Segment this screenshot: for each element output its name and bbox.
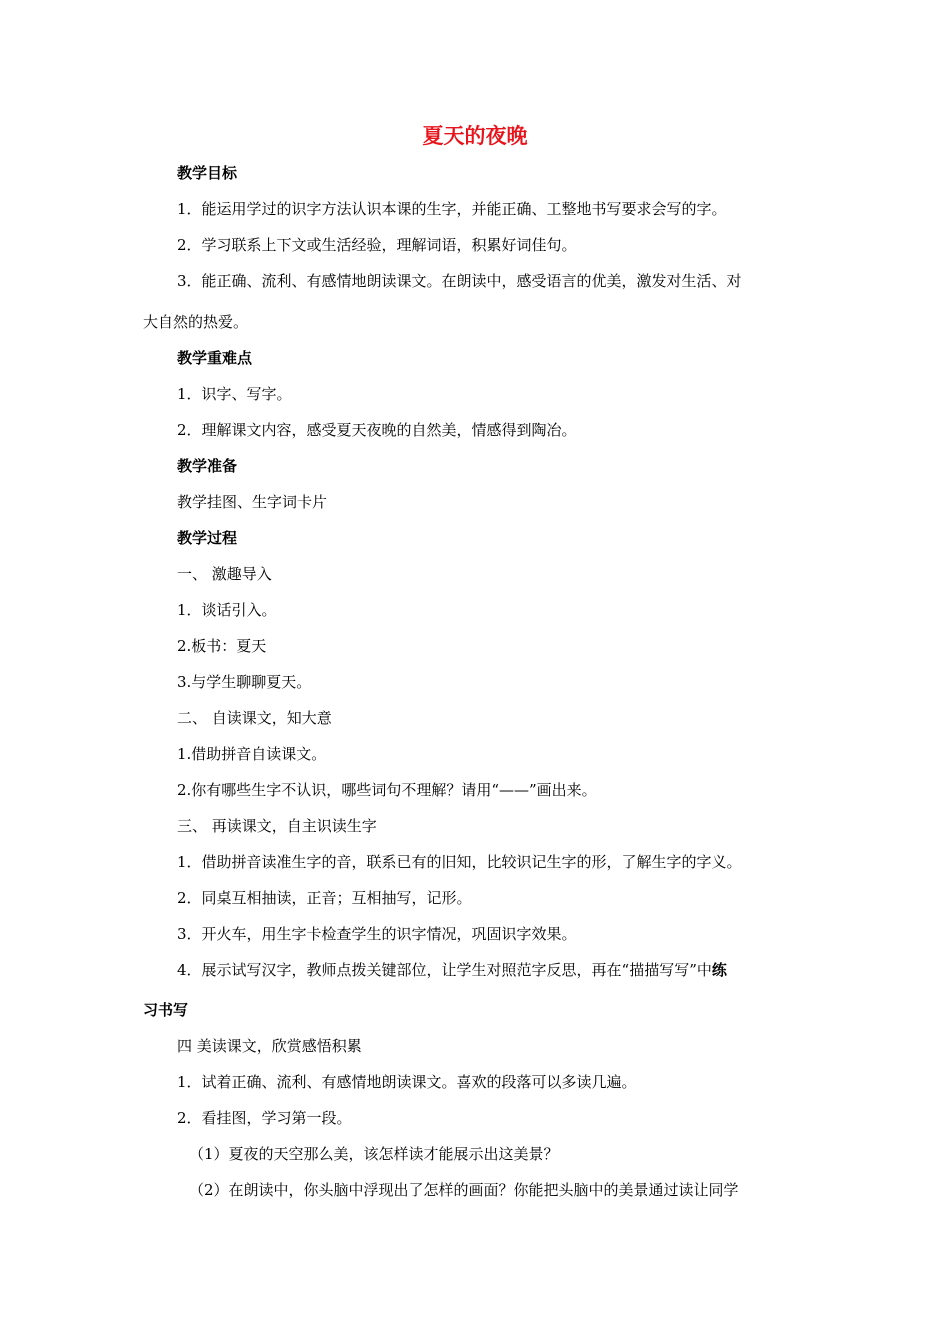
step-item: 2．看挂图，学习第一段。	[177, 1109, 352, 1127]
prep-text: 教学挂图、生字词卡片	[177, 493, 328, 511]
keypoints-heading: 教学重难点	[177, 349, 253, 367]
goal-item: 2．学习联系上下文或生活经验，理解词语，积累好词佳句。	[177, 236, 577, 254]
keypoint-item: 1．识字、写字。	[177, 385, 292, 403]
step-item-bold: 练	[711, 961, 727, 979]
step-item: 2.你有哪些生字不认识，哪些词句不理解？请用“——”画出来。	[177, 781, 597, 799]
goal-item: 3．能正确、流利、有感情地朗读课文。在朗读中，感受语言的优美，激发对生活、对	[177, 272, 742, 290]
goal-item: 1．能运用学过的识字方法认识本课的生字，并能正确、工整地书写要求会写的字。	[177, 200, 727, 218]
step-subitem: （2）在朗读中，你头脑中浮现出了怎样的画面？你能把头脑中的美景通过读让同学	[189, 1181, 739, 1199]
step-item: 1.借助拼音自读课文。	[177, 745, 327, 763]
goals-heading: 教学目标	[177, 164, 238, 182]
step-item-text: 4．展示试写汉字，教师点拨关键部位，让学生对照范字反思，再在“描描写写”中	[177, 961, 712, 979]
step-item	[177, 959, 727, 981]
step-item: 3．开火车，用生字卡检查学生的识字情况，巩固识字效果。	[177, 925, 577, 943]
process-heading: 教学过程	[177, 529, 238, 547]
step-title: 二、 自读课文，知大意	[177, 709, 332, 727]
goal-item-continuation: 大自然的热爱。	[143, 313, 249, 331]
step-item: 1．借助拼音读准生字的音，联系已有的旧知，比较识记生字的形，了解生字的字义。	[177, 853, 742, 871]
step-item: 3.与学生聊聊夏天。	[177, 673, 312, 691]
step-item: 1．谈话引入。	[177, 601, 277, 619]
step-title: 一、 激趣导入	[177, 565, 272, 583]
step-subitem: （1）夏夜的天空那么美，该怎样读才能展示出这美景？	[189, 1145, 559, 1163]
step-item: 2.板书：夏天	[177, 637, 267, 655]
step-title: 四 美读课文，欣赏感悟积累	[177, 1037, 362, 1055]
keypoint-item: 2．理解课文内容，感受夏天夜晚的自然美，情感得到陶冶。	[177, 421, 577, 439]
step-item: 1．试着正确、流利、有感情地朗读课文。喜欢的段落可以多读几遍。	[177, 1073, 637, 1091]
document-title: 夏天的夜晚	[422, 124, 528, 148]
step-item-continuation: 习书写	[143, 1001, 189, 1019]
prep-heading: 教学准备	[177, 457, 238, 475]
step-title: 三、 再读课文，自主识读生字	[177, 817, 377, 835]
step-item: 2．同桌互相抽读，正音；互相抽写，记形。	[177, 889, 472, 907]
